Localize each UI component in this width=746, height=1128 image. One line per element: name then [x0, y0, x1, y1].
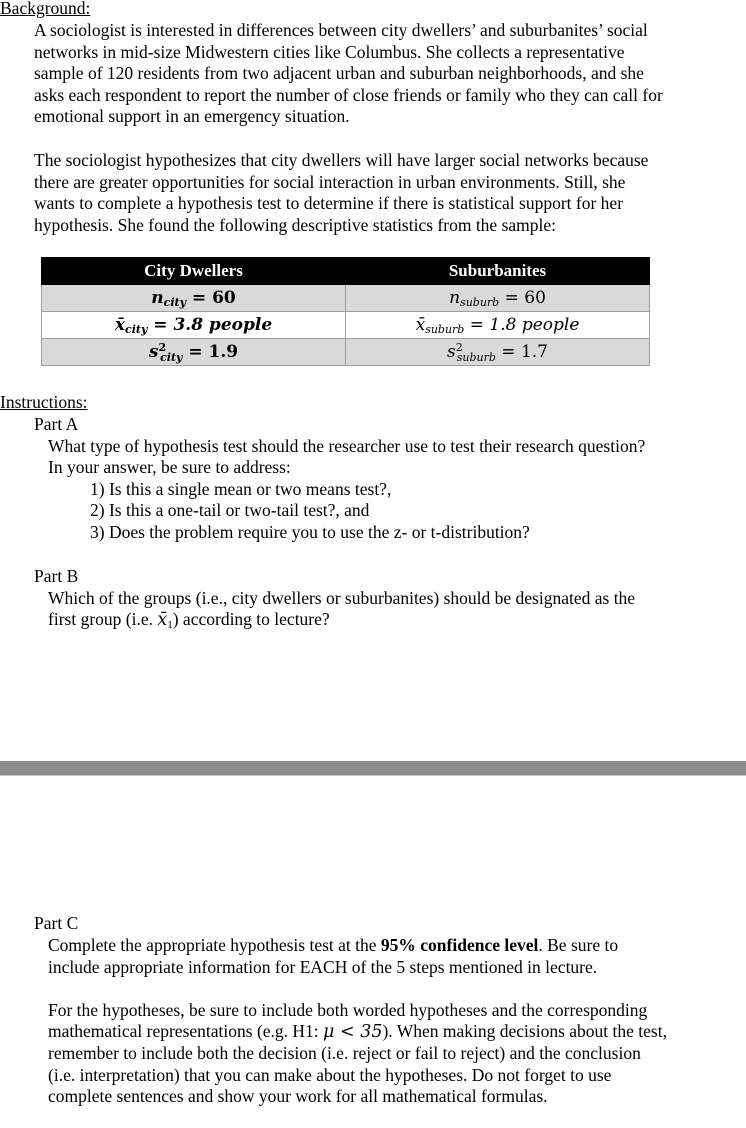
- background-line: wants to complete a hypothesis test to determine if there is statistical support for her: [34, 193, 624, 213]
- part-a-item: 1) Is this a single mean or two means test?,: [90, 479, 392, 499]
- background-line: hypothesis. She found the following descriptive statistics from the sample:: [34, 215, 557, 235]
- part-c-line: mathematical representations (e.g. H1: μ < 35). When making decisions about the test,: [48, 1021, 667, 1042]
- header-city-dwellers: City Dwellers: [42, 258, 346, 285]
- part-a-line: In your answer, be sure to address:: [48, 457, 291, 477]
- page-divider: [0, 761, 746, 776]
- part-a-label: Part A: [34, 414, 79, 434]
- part-a-item: 3) Does the problem require you to use the z- or t-distribution?: [90, 522, 530, 542]
- background-line: The sociologist hypothesizes that city dwellers will have larger social networks because: [34, 150, 649, 170]
- part-b-label: Part B: [34, 566, 79, 586]
- part-c-line: include appropriate information for EACH of the 5 steps mentioned in lecture.: [48, 957, 598, 977]
- part-a-line: What type of hypothesis test should the researcher use to test their research question?: [48, 436, 646, 456]
- part-c-line: (i.e. interpretation) that you can make about the hypotheses. Do not forget to use: [48, 1065, 612, 1085]
- cell-variance-suburb: $s^2_{suburb} = 1.7$: [346, 339, 650, 366]
- math-inline: μ < 35: [323, 1022, 383, 1042]
- background-line: sample of 120 residents from two adjacent urban and suburban neighborhoods, and she: [34, 63, 644, 83]
- cell-n-city: $n_{city} = 60$: [42, 285, 346, 312]
- background-line: A sociologist is interested in differences between city dwellers’ and suburbanites’ social: [34, 20, 648, 40]
- background-line: networks in mid-size Midwestern cities like Columbus. She collects a representative: [34, 42, 625, 62]
- table-row: [42, 285, 650, 312]
- part-b-line: Which of the groups (i.e., city dwellers or suburbanites) should be designated as the: [48, 588, 636, 608]
- table-row: [42, 339, 650, 366]
- background-line: asks each respondent to report the number of close friends or family who they can call for: [34, 85, 663, 105]
- background-line: emotional support in an emergency situation.: [34, 106, 350, 126]
- part-c-line: complete sentences and show your work for all mathematical formulas.: [48, 1086, 548, 1106]
- cell-n-suburb: $n_{suburb} = 60$: [346, 285, 650, 312]
- part-c-label: Part C: [34, 913, 79, 933]
- cell-mean-city: $x̄_{city} = 3.8$ people: [42, 312, 346, 339]
- header-suburbanites: Suburbanites: [346, 258, 650, 285]
- part-c-line: Complete the appropriate hypothesis test at the 95% confidence level. Be sure to: [48, 935, 619, 955]
- part-c-line: remember to include both the decision (i.e. reject or fail to reject) and the conclusion: [48, 1043, 641, 1063]
- table-header-row: [42, 258, 650, 285]
- instructions-heading: Instructions:: [0, 392, 88, 412]
- cell-variance-city: $s^2_{city} = 1.9$: [42, 339, 346, 366]
- part-a-item: 2) Is this a one-tail or two-tail test?, and: [90, 500, 370, 520]
- xbar-symbol: x̄: [157, 610, 168, 630]
- cell-mean-suburb: $x̄_{suburb} = 1.8$ people: [346, 312, 650, 339]
- table-row: [42, 312, 650, 339]
- part-b-line: first group (i.e. x̄1) according to lecture?: [48, 609, 330, 631]
- background-line: there are greater opportunities for social interaction in urban environments. Still, she: [34, 172, 626, 192]
- descriptive-stats-table: [41, 257, 650, 366]
- part-c-line: For the hypotheses, be sure to include both worded hypotheses and the corresponding: [48, 1000, 648, 1020]
- background-heading: Background:: [0, 0, 91, 18]
